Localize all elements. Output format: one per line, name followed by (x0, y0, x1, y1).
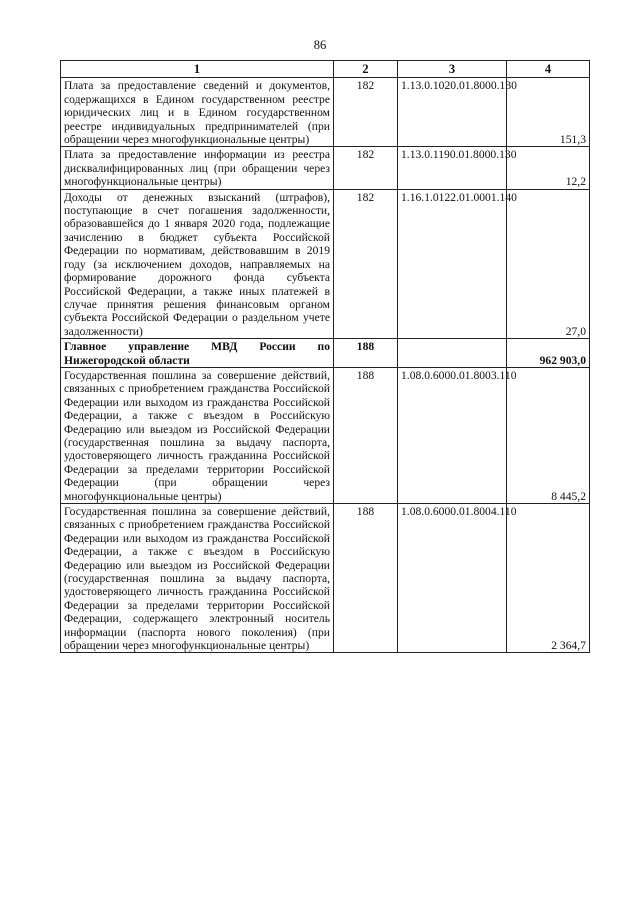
amount: 27,0 (507, 189, 590, 338)
amount: 151,3 (507, 78, 590, 147)
column-header: 4 (507, 61, 590, 78)
column-header: 2 (334, 61, 398, 78)
income-name: Государственная пошлина за совершение действий, связанных с приобретением гражданства Российской Федерации или выходом из гражданства Российской Федерации, а также с въездом в Российскую Федерацию или выездом из Российской Федерации (государственная пошлина за выдачу паспорта, удостоверяющего личность гражданина Российской Федерации за пределами территории Российской Федерации (при обращении через многофункциональные центры) (61, 367, 334, 503)
income-name: Плата за предоставление сведений и документов, содержащихся в Едином государственном реестре юридических лиц и в Едином государственном реестре индивидуальных предпринимателей (при обращении через многофункциональные центры) (61, 78, 334, 147)
admin-code: 182 (334, 78, 398, 147)
table-row (61, 78, 590, 147)
table-row (61, 504, 590, 653)
column-header: 1 (61, 61, 334, 78)
amount-total: 962 903,0 (507, 339, 590, 368)
table-row (61, 147, 590, 189)
table-row-administrator (61, 339, 590, 368)
kbk-code: 1.08.0.6000.01.8004.110 (398, 504, 507, 653)
admin-code: 188 (334, 339, 398, 368)
table-row (61, 189, 590, 338)
admin-code: 188 (334, 367, 398, 503)
kbk-code: 1.16.1.0122.01.0001.140 (398, 189, 507, 338)
kbk-code: 1.13.0.1020.01.8000.130 (398, 78, 507, 147)
amount: 2 364,7 (507, 504, 590, 653)
admin-code: 182 (334, 189, 398, 338)
income-name: Плата за предоставление информации из реестра дисквалифицированных лиц (при обращении через многофункциональные центры) (61, 147, 334, 189)
administrator-name: Главное управление МВД России по Нижегородской области (61, 339, 334, 368)
admin-code: 182 (334, 147, 398, 189)
amount: 8 445,2 (507, 367, 590, 503)
kbk-code: 1.13.0.1190.01.8000.130 (398, 147, 507, 189)
table-header-row (61, 61, 590, 78)
kbk-code: 1.08.0.6000.01.8003.110 (398, 367, 507, 503)
income-name: Доходы от денежных взысканий (штрафов), поступающие в счет погашения задолженности, образовавшейся до 1 января 2020 года, подлежащие зачислению в бюджет субъекта Российской Федерации по нормативам, действовавшим в 2019 году (за исключением доходов, направляемых на формирование дорожного фонда субъекта Российской Федерации, а также иных платежей в случае принятия решения финансовым органом субъекта Российской Федерации о раздельном учете задолженности) (61, 189, 334, 338)
table-row (61, 367, 590, 503)
amount: 12,2 (507, 147, 590, 189)
column-header: 3 (398, 61, 507, 78)
admin-code: 188 (334, 504, 398, 653)
revenue-table (60, 60, 590, 653)
income-name: Государственная пошлина за совершение действий, связанных с приобретением гражданства Российской Федерации или выходом из гражданства Российской Федерации, а также с въездом в Российскую Федерацию или выездом из Российской Федерации (государственная пошлина за выдачу паспорта, удостоверяющего личность гражданина Российской Федерации за пределами территории Российской Федерации, содержащего электронный носитель информации (паспорта нового поколения) (при обращении через многофункциональные центры) (61, 504, 334, 653)
kbk-code (398, 339, 507, 368)
page-number: 86 (313, 38, 327, 52)
